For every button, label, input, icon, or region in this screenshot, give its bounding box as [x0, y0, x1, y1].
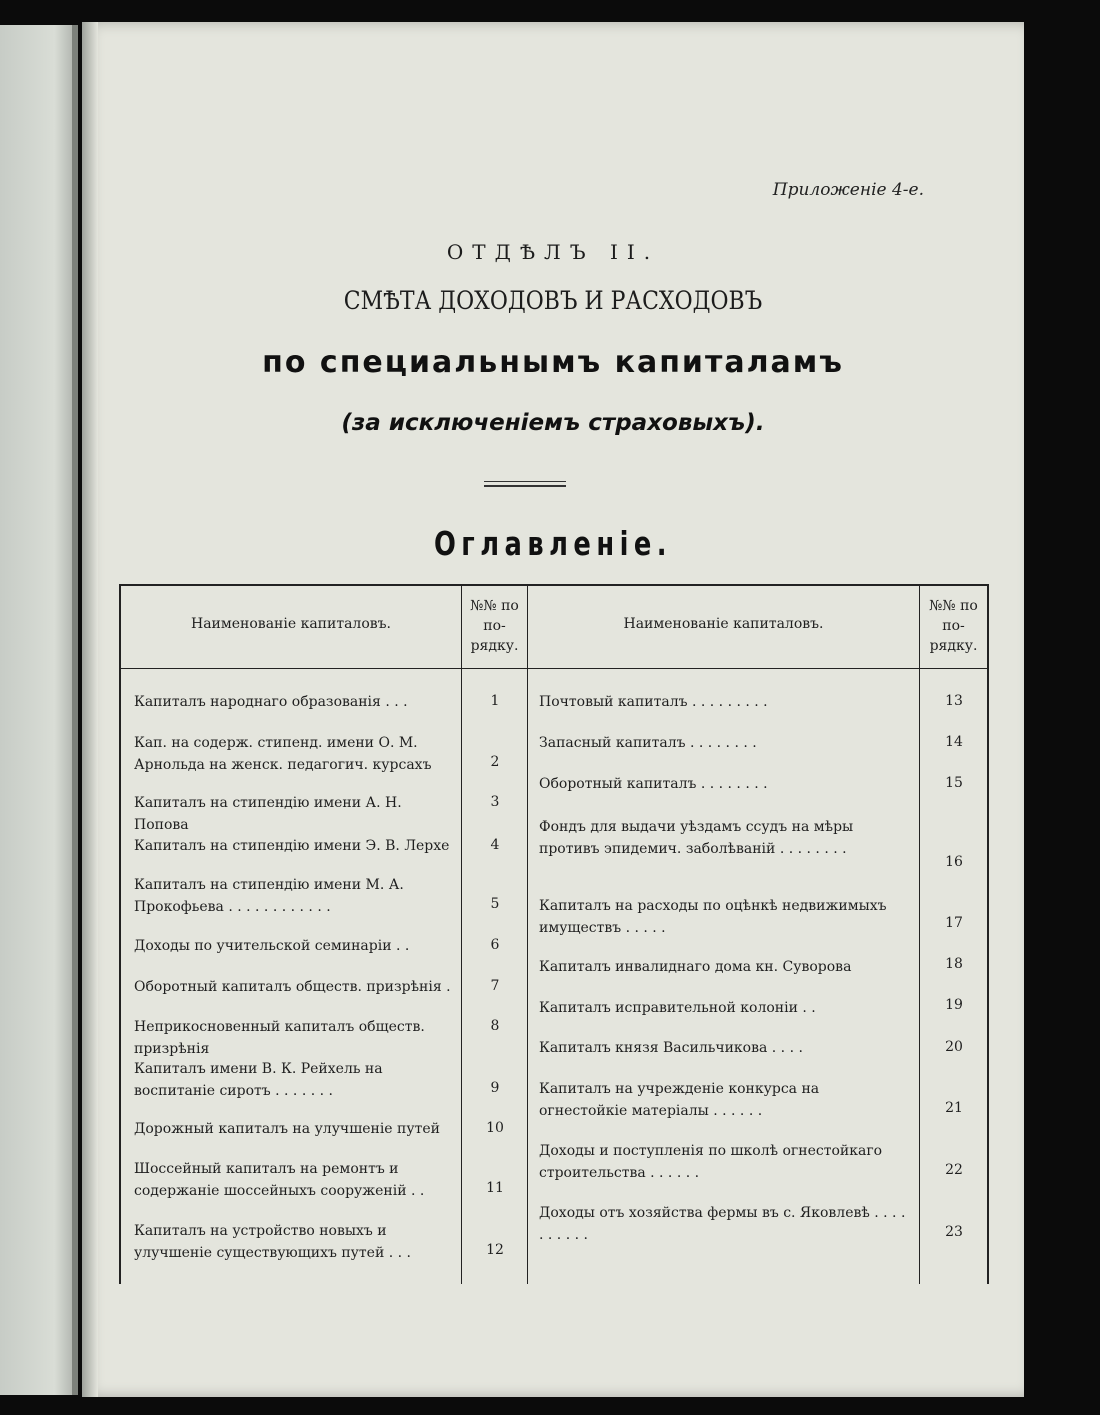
item-number: 11: [486, 1180, 504, 1196]
column-divider: [527, 584, 528, 1284]
list-item: Капиталъ инвалиднаго дома кн. Суворова: [539, 959, 852, 975]
item-number: 19: [945, 997, 963, 1013]
item-number: 5: [490, 896, 500, 912]
list-item: Оборотный капиталъ обществ. призрѣнія .: [134, 979, 451, 995]
item-number: 23: [945, 1224, 963, 1240]
special-capitals-title: по специальнымъ капиталамъ: [262, 345, 844, 380]
item-number: 9: [490, 1080, 500, 1096]
list-item: Капиталъ на учрежденіе конкурса на огнестойкіе матеріалы . . . . . .: [539, 1081, 820, 1119]
exclusion-note: (за исключеніемъ страховыхъ).: [341, 410, 765, 436]
item-number: 13: [945, 693, 963, 709]
table-border-top: [119, 584, 989, 586]
list-item: Неприкосновенный капиталъ обществ. призрѣнія: [134, 1019, 425, 1057]
list-item: Фондъ для выдачи уѣздамъ ссудъ на мѣры противъ эпидемич. заболѣваній . . . . . . . .: [539, 819, 854, 857]
header-divider: [119, 668, 989, 669]
list-item: Почтовый капиталъ . . . . . . . . .: [539, 694, 768, 710]
item-number: 10: [486, 1120, 504, 1136]
list-item: Капиталъ на стипендію имени М. А. Прокофьева . . . . . . . . . . . .: [134, 877, 404, 915]
header-num-right: №№ по по-рядку.: [929, 598, 978, 654]
list-item: Шоссейный капиталъ на ремонтъ и содержаніе шоссейныхъ сооруженій . .: [134, 1161, 425, 1199]
list-item: Доходы и поступленія по школѣ огнестойкаго строительства . . . . . .: [539, 1143, 883, 1181]
divider-rule: [484, 485, 566, 487]
item-number: 18: [945, 956, 963, 972]
list-item: Капиталъ народнаго образованія . . .: [134, 694, 408, 710]
list-item: Оборотный капиталъ . . . . . . . .: [539, 776, 768, 792]
list-item: Капиталъ князя Васильчикова . . . .: [539, 1040, 803, 1056]
item-number: 3: [490, 794, 500, 810]
item-number: 1: [490, 693, 500, 709]
list-item: Дорожный капиталъ на улучшеніе путей: [134, 1121, 440, 1137]
divider-rule: [484, 481, 566, 482]
item-number: 4: [490, 837, 500, 853]
item-number: 20: [945, 1039, 963, 1055]
list-item: Капиталъ на устройство новыхъ и улучшеніе существующихъ путей . . .: [134, 1223, 411, 1261]
item-number: 8: [490, 1018, 500, 1034]
header-name-right: Наименованіе капиталовъ.: [623, 616, 824, 632]
item-number: 21: [945, 1100, 963, 1116]
document-page: [82, 22, 1024, 1397]
item-number: 6: [490, 937, 500, 953]
list-item: Кап. на содерж. стипенд. имени О. М. Арнольда на женск. педагогич. курсахъ: [134, 735, 432, 773]
header-num-left: №№ по по-рядку.: [470, 598, 519, 654]
item-number: 12: [486, 1242, 504, 1258]
left-page-edge: [0, 25, 78, 1395]
item-number: 16: [945, 854, 963, 870]
table-border-right: [987, 584, 989, 1284]
list-item: Капиталъ на расходы по оцѣнкѣ недвижимыхъ имуществъ . . . . .: [539, 898, 887, 936]
item-number: 7: [490, 978, 500, 994]
list-item: Доходы по учительской семинаріи . .: [134, 938, 410, 954]
list-item: Капиталъ на стипендію имени Э. В. Лерхе: [134, 838, 450, 854]
item-number: 22: [945, 1162, 963, 1178]
list-item: Капиталъ имени В. К. Рейхель на воспитаніе сиротъ . . . . . . .: [134, 1061, 383, 1099]
estimate-title: СМѢТА ДОХОДОВЪ И РАСХОДОВЪ: [343, 286, 763, 315]
list-item: Доходы отъ хозяйства фермы въ с. Яковлевѣ . . . . . . . . . .: [539, 1205, 906, 1243]
toc-title: Оглавленіе.: [433, 524, 673, 563]
list-item: Запасный капиталъ . . . . . . . .: [539, 735, 757, 751]
column-divider: [919, 584, 920, 1284]
item-number: 17: [945, 915, 963, 931]
item-number: 2: [490, 754, 500, 770]
list-item: Капиталъ исправительной колоніи . .: [539, 1000, 816, 1016]
header-name-left: Наименованіе капиталовъ.: [190, 616, 391, 632]
section-title: ОТДѢЛЪ II.: [446, 240, 660, 264]
item-number: 14: [945, 734, 963, 750]
toc-table: [119, 584, 989, 1284]
appendix-label: Приложеніе 4-е.: [772, 180, 924, 200]
list-item: Капиталъ на стипендію имени А. Н. Попова: [134, 795, 402, 833]
table-border-left: [119, 584, 121, 1284]
item-number: 15: [945, 775, 963, 791]
column-divider: [461, 584, 462, 1284]
